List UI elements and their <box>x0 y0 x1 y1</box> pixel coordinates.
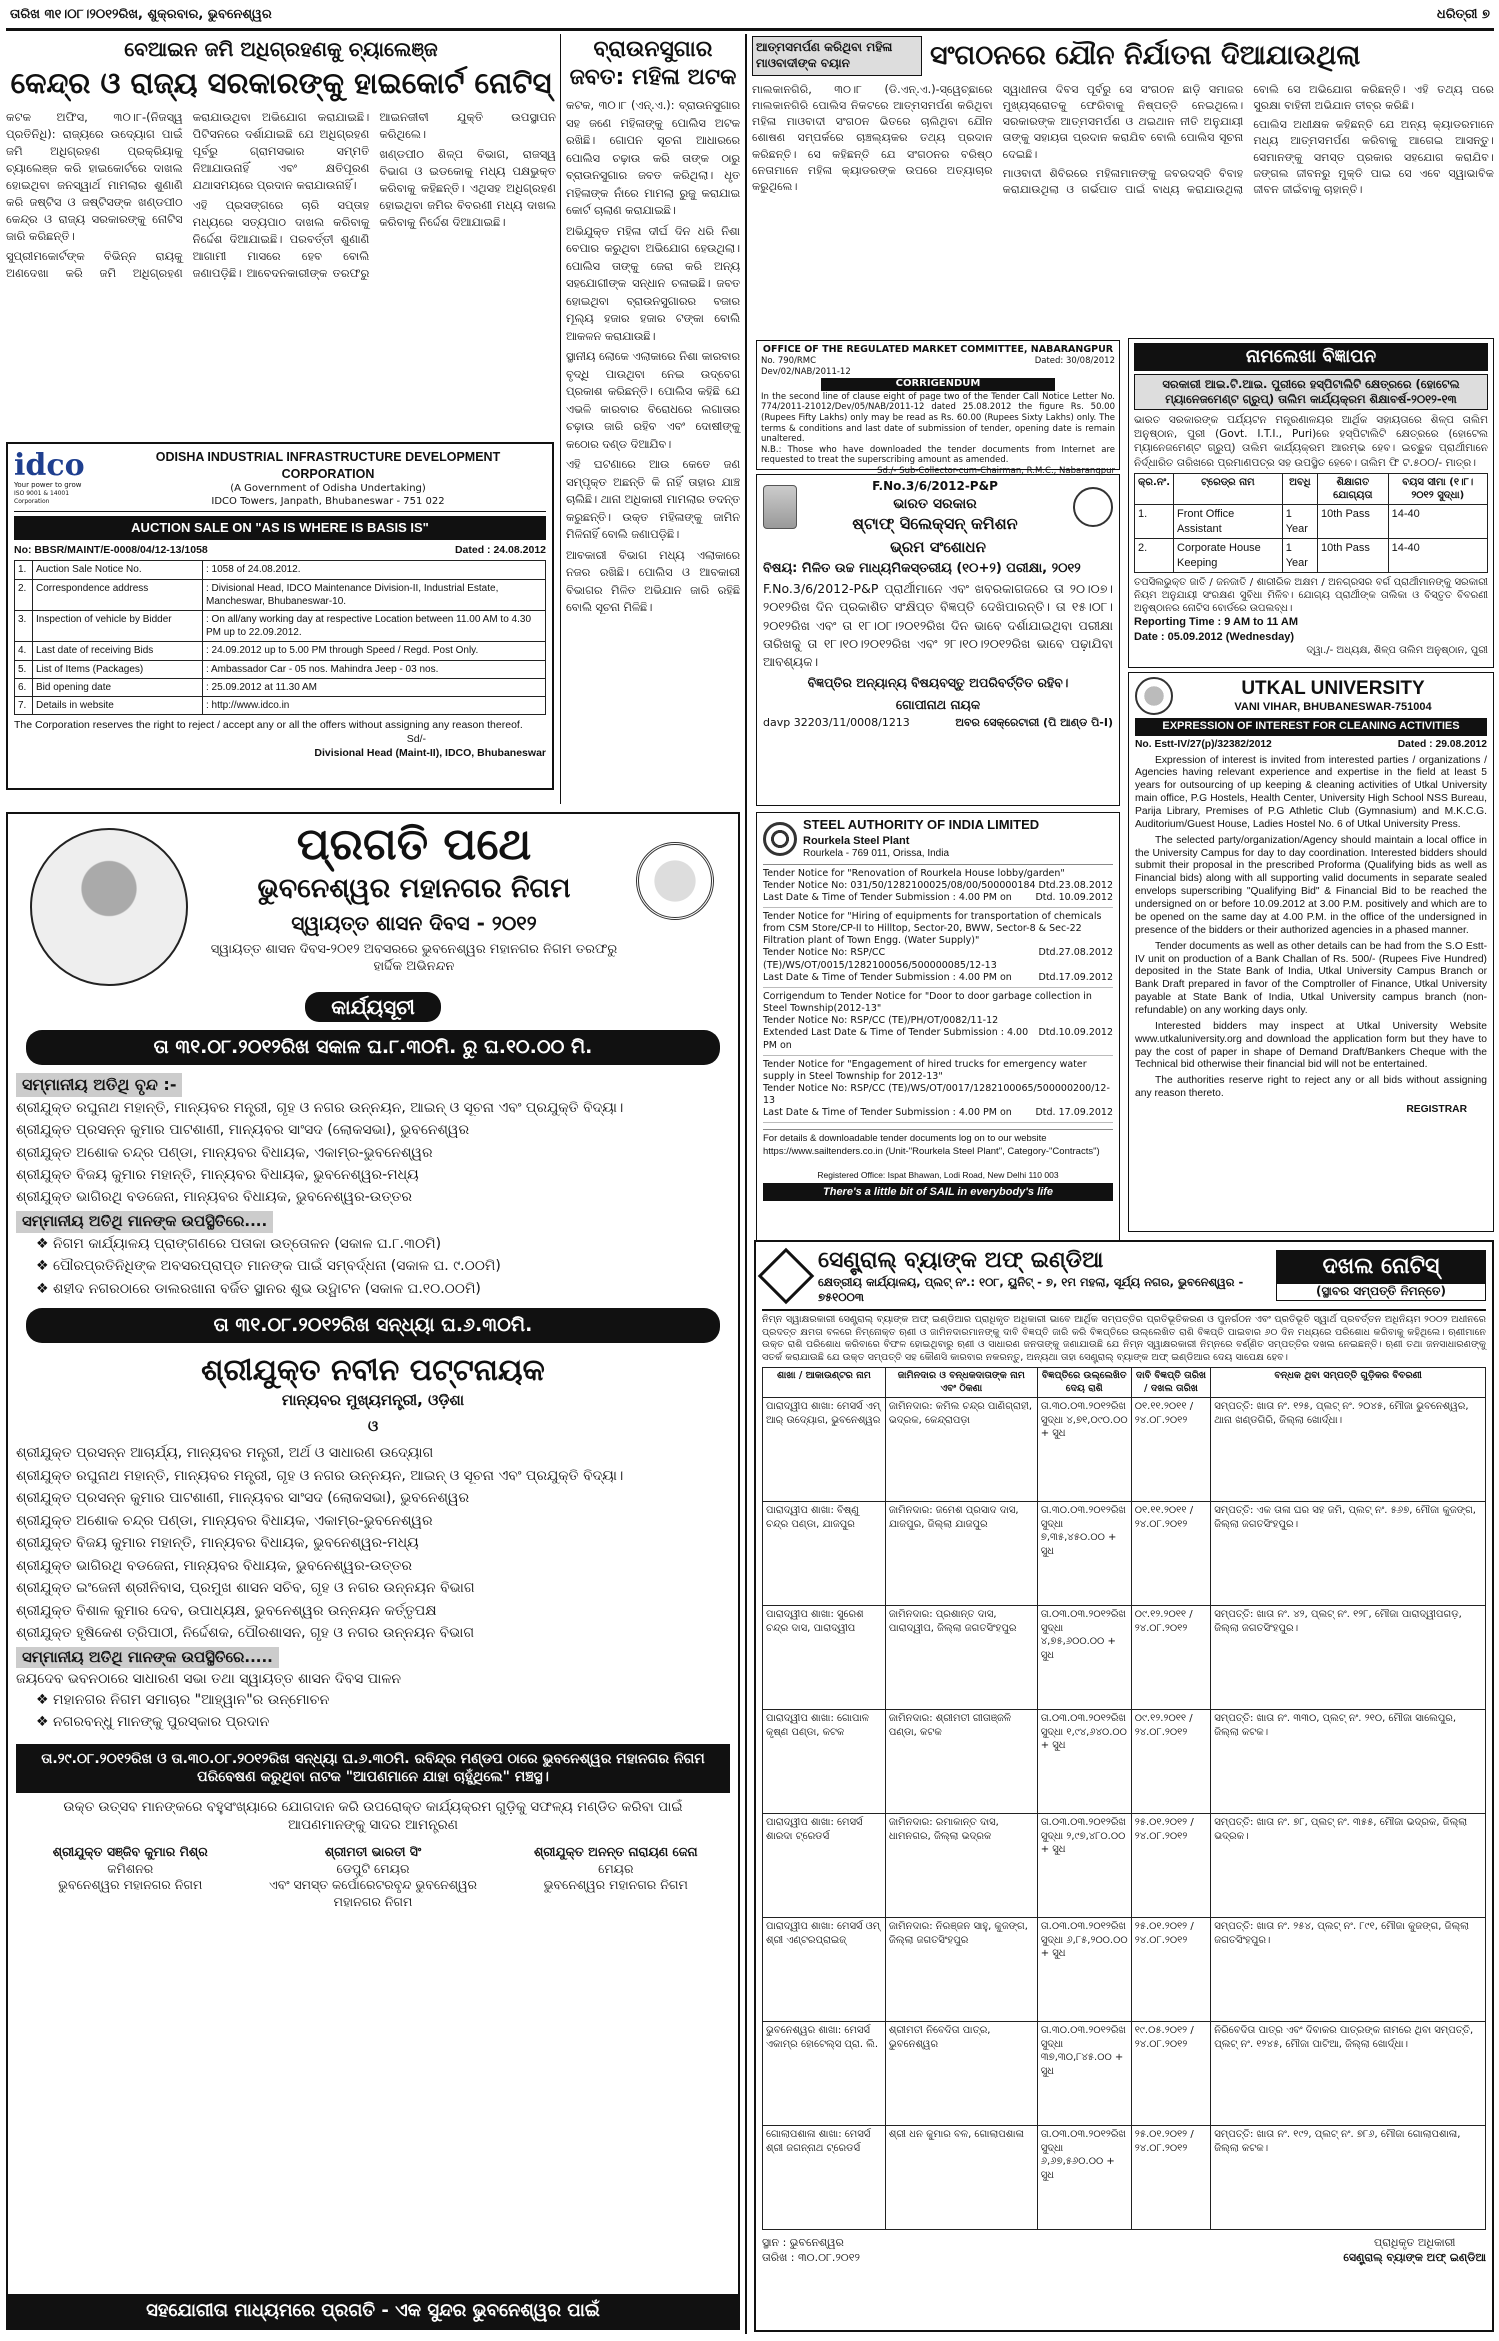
table-cell: 10th Pass <box>1318 539 1389 573</box>
table-cell: 6. <box>15 678 33 696</box>
table-header: ବିଜ୍ଞପ୍ତିରେ ଉଲ୍ଲେଖିତ ଦେୟ ରାଶି <box>1037 1368 1131 1398</box>
tender-number: Tender Notice No: RSP/CC (TE)/WS/OT/0015/1282100056/500000085/12-13 <box>763 947 997 971</box>
table-cell: ୦୯.୧୨.୨୦୧୧ / ୨୪.୦୮.୨୦୧୨ <box>1131 1710 1211 1814</box>
table-cell: : Ambassador Car - 05 nos. Mahindra Jeep - 03 nos. <box>203 660 546 678</box>
table-cell: : 25.09.2012 at 11.30 AM <box>203 678 546 696</box>
table-row <box>763 1398 1486 1502</box>
table-cell: : 24.09.2012 up to 5.00 PM through Speed / Regd. Post Only. <box>203 642 546 660</box>
rmc-corrigendum: OFFICE OF THE REGULATED MARKET COMMITTEE, NABARANGPUR No. 790/RMC Dated: 30/08/2012 Dev/02/NAB/2011-12 CORRIGENDUM In the second line of clause eight of page two of the Tender Call Notice Letter No. 774/2011-21012/Dev/05/NAB/2011-12 dated 25.08.2012 the figure Rs. 50.00 (Rupees Fifty Lakhs) only may be read as Rs. 60.00 (Rupees Sixty Lakhs) only. The terms & conditions and last date of submission of tender, opening date is remain unaltered. N.B.: Those who have downloaded the tender documents from Internet are requested to treat the superscribing amount as amended. Sd./- Sub-Collector-cum-Chairman, R.M.C., Nabarangpur <box>756 340 1120 470</box>
table-cell: ପାରାଦ୍ୱୀପ ଶାଖା: ମେସର୍ସ ଶାରଦା ଟ୍ରେଡର୍ସ <box>763 1814 886 1918</box>
table-cell: 1 Year <box>1282 505 1317 539</box>
tender-title: Tender Notice for "Engagement of hired trucks for emergency water supply in Steel Township for 2012-13" <box>763 1058 1087 1082</box>
guest-line: ଶ୍ରୀଯୁକ୍ତ ବିଜୟ କୁମାର ମହାନ୍ତି, ମାନ୍ୟବର ବିଧାୟକ, ଭୁବନେଶ୍ୱର-ମଧ୍ୟ <box>16 1535 419 1552</box>
table-row <box>15 642 546 660</box>
program-item: ❖ ପୌରପ୍ରତିନିଧିଙ୍କ ଅବସରପ୍ରାପ୍ତ ମାନଙ୍କ ପାଇଁ ସମ୍ବର୍ଦ୍ଧନା (ସକାଳ ଘ. ୯.୦୦ମି) <box>36 1255 730 1277</box>
cbi-table <box>762 1367 1486 2230</box>
program-item: ❖ ମହାନଗର ନିଗମ ସମାଚାର "ଆହ୍ୱାନ"ର ଉନ୍ମୋଚନ <box>36 1689 730 1711</box>
table-cell: ଭୁବନେଶ୍ୱର ଶାଖା: ମେସର୍ସ ଏକାମ୍ର ହୋଟେଲ୍ସ ପ୍ରା. ଲି. <box>763 2022 886 2126</box>
ssc-corrigendum: F.No.3/6/2012-P&P ଭାରତ ସରକାର ଷ୍ଟାଫ୍ ସିଲେକ୍ସନ୍ କମିଶନ ଭ୍ରମ ସଂଶୋଧନ ବିଷୟ: ମିଳିତ ଉଚ୍ଚ ମାଧ୍ୟମିକସ୍ତରୀୟ (୧୦+୨) ପରୀକ୍ଷା, ୨୦୧୨ F.No.3/6/2012-P&P ପ୍ରାର୍ଥୀମାନେ ଏବଂ ଖବରକାଗଜରେ ତା ୨୦।୦୭।୨୦୧୨ରିଖ ଦିନ ପ୍ରକାଶିତ ସଂକ୍ଷିପ୍ତ ବିଜ୍ଞପ୍ତି ଦେଖିପାରନ୍ତି। ତା ୧୫।୦୮।୨୦୧୨ରିଖ ଏବଂ ତା ୧୮।୦୮।୨୦୧୨ରିଖ ଦିନ ଭାବେ ଦର୍ଶାଯାଇଥିବା ପରୀକ୍ଷା ତାରିଖକୁ ତା ୧୮।୧୦।୨୦୧୨ରିଖ ଏବଂ ୨୮।୧୦।୨୦୧୨ରିଖ ଭାବେ ପଢ଼ାଯିବା ଆବଶ୍ୟକ। ବିଜ୍ଞପ୍ତିର ଅନ୍ୟାନ୍ୟ ବିଷୟବସ୍ତୁ ଅପରିବର୍ତ୍ତିତ ରହିବ। ଗୋପୀନାଥ ନାୟକ davp 32203/11/0008/1213 ଅବର ସେକ୍ରେଟାରୀ (ପି ଆଣ୍ଡ ପି-I) <box>756 474 1120 806</box>
table-cell: 2. <box>15 579 33 610</box>
story-paragraph: କଟକ ଅଫିସ, ୩୦।୮-(ନିଜସ୍ୱ ପ୍ରତିନିଧି): ରାଜ୍ୟରେ ଉଦ୍ୟୋଗ ପାଇଁ ଜମି ଅଧିଗ୍ରହଣ ପ୍ରକ୍ରିୟାକୁ ଚ୍ୟାଲେଞ୍ଜ କରି ହାଇକୋର୍ଟରେ ଦାଖଲ ହୋଇଥିବା ଜନସ୍ୱାର୍ଥ ମାମଲାର ଶୁଣାଣି କରି ଜଷ୍ଟିସ ଓ ଜଷ୍ଟିସଙ୍କ ଖଣ୍ଡପୀଠ କେନ୍ଦ୍ର ଓ ରାଜ୍ୟ ସରକାରଙ୍କୁ ନୋଟିସ ଜାରି କରିଛନ୍ତି। <box>6 110 183 244</box>
table-header: ଟ୍ରେଡ୍‌ର ନାମ <box>1174 473 1283 504</box>
idco-title: AUCTION SALE ON "AS IS WHERE IS BASIS IS" <box>14 516 546 539</box>
table-cell: ୧୯.୦୫.୨୦୧୨ / ୨୪.୦୮.୨୦୧୨ <box>1131 2022 1211 2126</box>
tender-date: Dtd.27.08.2012 <box>1038 947 1113 959</box>
table-cell: ତା.୦୩.୦୩.୨୦୧୨ରିଖ ସୁଦ୍ଧା ୪,୭୫,୬୦୦.୦୦ + ସୁଧ <box>1037 1606 1131 1710</box>
table-cell: Auction Sale Notice No. <box>33 561 203 579</box>
story-paragraph: ସୁପ୍ରୀମକୋର୍ଟଙ୍କ ବିଭିନ୍ନ ରାୟକୁ ଅଣଦେଖା କରି ଜମି ଅଧିଗ୍ରହଣ କରାଯାଉଥିବା ଅଭିଯୋଗ କରାଯାଇଛି। ପିଟିସନରେ ଦର୍ଶାଯାଇଛି ଯେ ଅଧିଗ୍ରହଣ ପୂର୍ବରୁ ଗ୍ରାମସଭାର ସମ୍ମତି ନିଆଯାଉନାହିଁ ଏବଂ କ୍ଷତିପୂରଣ ଯଥାସମୟରେ ପ୍ରଦାନ କରାଯାଉନାହିଁ। <box>6 110 370 281</box>
program-item: ❖ ନିଗମ କାର୍ଯ୍ୟାଳୟ ପ୍ରାଙ୍ଗଣରେ ପତାକା ଉତ୍ତୋଳନ (ସକାଳ ଘ.୮.୩୦ମି) <box>36 1233 730 1255</box>
story-paragraph: ଅଭିଯୁକ୍ତ ମହିଳା ଦୀର୍ଘ ଦିନ ଧରି ନିଶା ବେପାର କରୁଥିବା ଅଭିଯୋଗ ହେଉଥିଲା। ପୋଲିସ ତାଙ୍କୁ ଜେରା କରି ଅନ୍ୟ ସହଯୋଗୀଙ୍କ ସନ୍ଧାନ ଚଳାଇଛି। ଜବତ ହୋଇଥିବା ବ୍ରାଉନସୁଗାରର ବଜାର ମୂଲ୍ୟ ହଜାର ହଜାର ଟଙ୍କା ବୋଲି ଆକଳନ କରାଯାଉଛି। <box>566 224 740 343</box>
table-cell: ସମ୍ପତ୍ତି: ଖାତା ନଂ. ୧୨୫, ପ୍ଲଟ୍ ନଂ. ୨୦୪୫, ମୌଜା ଭୁବନେଶ୍ୱର, ଥାନା ଖଣ୍ଡଗିରି, ଜିଲ୍ଲା ଖୋର୍ଦ୍ଧା। <box>1211 1398 1486 1502</box>
ssc-logo <box>1073 487 1113 527</box>
table-cell: ପାରାଦ୍ୱୀପ ଶାଖା: ମେସର୍ସ ଏମ୍ ଆର୍ ଉଦ୍ୟୋଗ, ଭୁବନେଶ୍ୱର <box>763 1398 886 1502</box>
emblem-icon <box>763 485 797 529</box>
guest-line: ଶ୍ରୀଯୁକ୍ତ ଇଂଜେନୀ ଶ୍ରୀନିବାସ, ପ୍ରମୁଖ ଶାସନ ସଚିବ, ଗୃହ ଓ ନଗର ଉନ୍ନୟନ ବିଭାଗ <box>16 1580 475 1597</box>
table-cell: : 1058 of 24.08.2012. <box>203 561 546 579</box>
cbi-possession-notice: ସେଣ୍ଟ୍ରାଲ୍ ବ୍ୟାଙ୍କ ଅଫ୍ ଇଣ୍ଡିଆ କ୍ଷେତ୍ରୀୟ କାର୍ଯ୍ୟାଳୟ, ପ୍ଲଟ୍ ନଂ.: ୧୦୮, ୟୁନିଟ୍ - ୭, ୧ମ ମହଲା, ସୂର୍ଯ୍ୟ ନଗର, ଭୁବନେଶ୍ୱର - ୭୫୧୦୦୩ ଦଖଲ ନୋଟିସ୍ (ସ୍ଥାବର ସମ୍ପତ୍ତି ନିମନ୍ତେ) ନିମ୍ନ ସ୍ୱାକ୍ଷରକାରୀ ସେଣ୍ଟ୍ରାଲ୍ ବ୍ୟାଙ୍କ ଅଫ୍ ଇଣ୍ଡିଆର ପ୍ରାଧିକୃତ ଅଧିକାରୀ ଭାବେ ଆର୍ଥିକ ସମ୍ପତ୍ତିର ପ୍ରତିଭୂତିକରଣ ଓ ପୁନର୍ଗଠନ ଏବଂ ପ୍ରତିଭୂତି ସ୍ୱାର୍ଥ ପ୍ରବର୍ତ୍ତନ ଅଧିନିୟମ ୨୦୦୨ ଅଧୀନରେ ପ୍ରଦତ୍ତ କ୍ଷମତା ବଳରେ ନିମ୍ନୋକ୍ତ ଋଣୀ ଓ ଜାମିନଦାରମାନଙ୍କୁ ଦାବି ବିଜ୍ଞପ୍ତି ଜାରି କରି ବିଜ୍ଞପ୍ତିରେ ଉଲ୍ଲେଖିତ ରାଶି ବିଜ୍ଞପ୍ତି ପାଇବାର ୬୦ ଦିନ ମଧ୍ୟରେ ପରିଶୋଧ କରିବାକୁ କହିଥିଲେ। ଋଣୀମାନେ ଉକ୍ତ ରାଶି ପରିଶୋଧ କରିବାରେ ବିଫଳ ହୋଇଥିବାରୁ ଋଣୀ ଓ ସାଧାରଣ ଜନତାଙ୍କୁ ଜଣାଯାଉଛି ଯେ ନିମ୍ନ ସ୍ୱାକ୍ଷରକାରୀ ନିମ୍ନରେ ବର୍ଣ୍ଣିତ ସମ୍ପତ୍ତିର ଦଖଲ ନେଇଛନ୍ତି। ଋଣୀ ତଥା ଜନସାଧାରଣଙ୍କୁ ସତର୍କ କରାଯାଉଛି ଯେ ଉକ୍ତ ସମ୍ପତ୍ତି ସହ କୌଣସି କାରବାର ନକରନ୍ତୁ, ଅନ୍ୟଥା ତାହା ସେଣ୍ଟ୍ରାଲ୍ ବ୍ୟାଙ୍କ ଅଫ୍ ଇଣ୍ଡିଆର ଦେୟ ସାପେକ୍ଷ ହେବ। ଶାଖା / ଆକାଉଣ୍ଟର ନାମ ଜାମିନଦାର ଓ ବନ୍ଧକଦାତାଙ୍କ ନାମ ଏବଂ ଠିକଣା ବିଜ୍ଞପ୍ତିରେ ଉଲ୍ଲେଖିତ ଦେୟ ରାଶି ଦାବି ବିଜ୍ଞପ୍ତି ତାରିଖ / ଦଖଲ ତାରିଖ ବନ୍ଧକ ଥିବା ସମ୍ପତ୍ତି ଗୁଡ଼ିକର ବିବରଣୀ ପାରାଦ୍ୱୀପ ଶାଖା: ମେସର୍ସ ଏମ୍ ଆର୍ ଉଦ୍ୟୋଗ, ଭୁବନେଶ୍ୱର ଜାମିନଦାର: କମିଲ ଚନ୍ଦ୍ର ପାଣିଗ୍ରାହୀ, ଭଦ୍ରକ, କେନ୍ଦ୍ରାପଡ଼ା ତା.୩୦.୦୩.୨୦୧୨ରିଖ ସୁଦ୍ଧା ୪,୭୧,୦୯୦.୦୦ + ସୁଧ ୦୧.୧୧.୨୦୧୧ / ୨୪.୦୮.୨୦୧୨ ସମ୍ପତ୍ତି: ଖାତା ନଂ. ୧୨୫, ପ୍ଲଟ୍ ନଂ. ୨୦୪୫, ମୌଜା ଭୁବନେଶ୍ୱର, ଥାନା ଖଣ୍ଡଗିରି, ଜିଲ୍ଲା ଖୋର୍ଦ୍ଧା। ପାରାଦ୍ୱୀପ ଶାଖା: ବିଷ୍ଣୁ ଚନ୍ଦ୍ର ପଣ୍ଡା, ଯାଜପୁର ଜାମିନଦାର: ଜମେଶ ପ୍ରସାଦ ଦାସ, ଯାଜପୁର, ଜିଲ୍ଲା ଯାଜପୁର ତା.୩୦.୦୩.୨୦୧୨ରିଖ ସୁଦ୍ଧା ୭,୩୫,୪୫୦.୦୦ + ସୁଧ ୦୧.୧୧.୨୦୧୧ / ୨୪.୦୮.୨୦୧୨ ସମ୍ପତ୍ତି: ଏକ ତାଳା ଘର ସହ ଜମି, ପ୍ଲଟ୍ ନଂ. ୫୬୭, ମୌଜା କୁଜଙ୍ଗ, ଜିଲ୍ଲା ଜଗତସିଂହପୁର। ପାରାଦ୍ୱୀପ ଶାଖା: ସୁରେଶ ଚନ୍ଦ୍ର ଦାସ, ପାରାଦ୍ୱୀପ ଜାମିନଦାର: ପ୍ରଶାନ୍ତ ଦାସ, ପାରାଦ୍ୱୀପ, ଜିଲ୍ଲା ଜଗତସିଂହପୁର ତା.୦୩.୦୩.୨୦୧୨ରିଖ ସୁଦ୍ଧା ୪,୭୫,୬୦୦.୦୦ + ସୁଧ ୦୯.୧୨.୨୦୧୧ / ୨୪.୦୮.୨୦୧୨ ସମ୍ପତ୍ତି: ଖାତା ନଂ. ୪୨, ପ୍ଲଟ୍ ନଂ. ୧୨୮, ମୌଜା ପାରାଦ୍ୱୀପଗଡ଼, ଜିଲ୍ଲା ଜଗତସିଂହପୁର। ପାରାଦ୍ୱୀପ ଶାଖା: ଗୋପାଳ କୃଷ୍ଣ ପଣ୍ଡା, କଟକ ଜାମିନଦାର: ଶ୍ରୀମତୀ ଗୀତାଞ୍ଜଳି ପଣ୍ଡା, କଟକ ତା.୦୩.୦୩.୨୦୧୨ରିଖ ସୁଦ୍ଧା ୧,୯୪,୬୪୦.୦୦ + ସୁଧ ୦୯.୧୨.୨୦୧୧ / ୨୪.୦୮.୨୦୧୨ ସମ୍ପତ୍ତି: ଖାତା ନଂ. ୩୩୦, ପ୍ଲଟ୍ ନଂ. ୨୧୦, ମୌଜା ସାଲେପୁର, ଜିଲ୍ଲା କଟକ। ପାରାଦ୍ୱୀପ ଶାଖା: ମେସର୍ସ ଶାରଦା ଟ୍ରେଡର୍ସ ଜାମିନଦାର: ରମାକାନ୍ତ ଦାସ, ଧାମନଗର, ଜିଲ୍ଲା ଭଦ୍ରକ ତା.୦୩.୦୩.୨୦୧୨ରିଖ ସୁଦ୍ଧା ୨,୯୭,୪୮୦.୦୦ + ସୁଧ ୨୫.୦୧.୨୦୧୨ / ୨୪.୦୮.୨୦୧୨ ସମ୍ପତ୍ତି: ଖାତା ନଂ. ୭୮, ପ୍ଲଟ୍ ନଂ. ୩୫୫, ମୌଜା ଭଦ୍ରକ, ଜିଲ୍ଲା ଭଦ୍ରକ। ପାରାଦ୍ୱୀପ ଶାଖା: ମେସର୍ସ ଓମ୍ ଶ୍ରୀ ଏଣ୍ଟରପ୍ରାଇଜ୍ ଜାମିନଦାର: ନିରଞ୍ଜନ ସାହୁ, କୁଜଙ୍ଗ, ଜିଲ୍ଲା ଜଗତସିଂହପୁର ତା.୦୩.୦୩.୨୦୧୨ରିଖ ସୁଦ୍ଧା ୬,୮୫,୨୦୦.୦୦ + ସୁଧ ୨୫.୦୧.୨୦୧୨ / ୨୪.୦୮.୨୦୧୨ ସମ୍ପତ୍ତି: ଖାତା ନଂ. ୨୫୪, ପ୍ଲଟ୍ ନଂ. ୮୯୧, ମୌଜା କୁଜଙ୍ଗ, ଜିଲ୍ଲା ଜଗତସିଂହପୁର। ଭୁବନେଶ୍ୱର ଶାଖା: ମେସର୍ସ ଏକାମ୍ର ହୋଟେଲ୍ସ ପ୍ରା. ଲି. ଶ୍ରୀମତୀ ନିବେଦିତା ପାତ୍ର, ଭୁବନେଶ୍ୱର ତା.୩୦.୦୩.୨୦୧୨ରିଖ ସୁଦ୍ଧା ୩୭,୩୦,୮୪୫.୦୦ + ସୁଧ ୧୯.୦୫.୨୦୧୨ / ୨୪.୦୮.୨୦୧୨ ନିରିବେଦିତା ପାତ୍ର ଏବଂ ଦିବାକର ପାତ୍ରଙ୍କ ନାମରେ ଥିବା ସମ୍ପତ୍ତି, ପ୍ଲଟ୍ ନଂ. ୧୨୪୫, ମୌଜା ପାଟିଆ, ଜିଲ୍ଲା ଖୋର୍ଦ୍ଧା। ଗୋଲାପଶାଳା ଶାଖା: ମେସର୍ସ ଶ୍ରୀ ଜଗନ୍ନାଥ ଟ୍ରେଡର୍ସ ଶ୍ରୀ ଧନ କୁମାର ବଳ, ଗୋଲାପଶାଳା ତା.୦୩.୦୩.୨୦୧୨ରିଖ ସୁଦ୍ଧା ୬,୬୭,୫୬୦.୦୦ + ସୁଧ ୨୫.୦୧.୨୦୧୨ / ୨୪.୦୮.୨୦୧୨ ସମ୍ପତ୍ତି: ଖାତା ନଂ. ୧୯୨, ପ୍ଲଟ୍ ନଂ. ୭୮୬, ମୌଜା ଗୋଲାପଶାଳା, ଜିଲ୍ଲା କଟକ। ସ୍ଥାନ : ଭୁବନେଶ୍ୱର ତାରିଖ : ୩୦.୦୮.୨୦୧୨ ପ୍ରାଧିକୃତ ଅଧିକାରୀ ସେଣ୍ଟ୍ରାଲ୍ ବ୍ୟାଙ୍କ ଅଫ୍ ଇଣ୍ଡିଆ <box>754 1240 1494 2332</box>
guest-line: ଶ୍ରୀଯୁକ୍ତ ଅଶୋକ ଚନ୍ଦ୍ର ପଣ୍ଡା, ମାନ୍ୟବର ବିଧାୟକ, ଏକାମ୍ର-ଭୁବନେଶ୍ୱର <box>16 1512 433 1529</box>
story-kicker: ଆତ୍ମସମର୍ପଣ କରିଥିବା ମହିଳା ମାଓବାଦୀଙ୍କ ବୟାନ <box>752 36 922 76</box>
table-cell: ସମ୍ପତ୍ତି: ଖାତା ନଂ. ୧୯୨, ପ୍ଲଟ୍ ନଂ. ୭୮୬, ମୌଜା ଗୋଲାପଶାଳା, ଜିଲ୍ଲା କଟକ। <box>1211 2126 1486 2230</box>
tender-number: Tender Notice No: RSP/CC (TE)/WS/OT/0017/1282100065/500000200/12-13 <box>763 1083 1110 1107</box>
table-cell: 14-40 <box>1388 505 1487 539</box>
signatory: ଶ୍ରୀଯୁକ୍ତ ଅନନ୍ତ ନାରାୟଣ ଜେନା ମେୟର ଭୁବନେଶ୍ୱର ମହାନଗର ନିଗମ <box>534 1844 698 1893</box>
guest-line: ଶ୍ରୀଯୁକ୍ତ ଭାଗିରଥି ବଡଜେନା, ମାନ୍ୟବର ବିଧାୟକ, ଭୁବନେଶ୍ୱର-ଉତ୍ତର <box>16 1557 413 1574</box>
story-paragraph: କଟକ, ୩୦।୮ (ଏନ୍.ଏ.): ବ୍ରାଉନସୁଗାର ସହ ଜଣେ ମହିଳାଙ୍କୁ ପୋଲିସ ଅଟକ ରଖିଛି। ଗୋପନ ସୂଚନା ଆଧାରରେ ପୋଲିସ ଚଢ଼ାଉ କରି ତାଙ୍କ ଠାରୁ ବ୍ରାଉନସୁଗାର ଜବତ କରିଥିଲା। ଧୃତ ମହିଳାଙ୍କ ନାଁରେ ମାମଲା ରୁଜୁ କରାଯାଇ କୋର୍ଟ ଚାଲାଣ କରାଯାଇଛି। <box>566 99 740 217</box>
table-cell: Details in website <box>33 696 203 714</box>
table-row <box>763 1710 1486 1814</box>
table-cell: ନିରିବେଦିତା ପାତ୍ର ଏବଂ ଦିବାକର ପାତ୍ରଙ୍କ ନାମରେ ଥିବା ସମ୍ପତ୍ତି, ପ୍ଲଟ୍ ନଂ. ୧୨୪୫, ମୌଜା ପାଟିଆ, ଜିଲ୍ଲା ଖୋର୍ଦ୍ଧା। <box>1211 2022 1486 2126</box>
guest-line: ଶ୍ରୀଯୁକ୍ତ ରଘୁନାଥ ମହାନ୍ତି, ମାନ୍ୟବର ମନ୍ତ୍ରୀ, ଗୃହ ଓ ନଗର ଉନ୍ନୟନ, ଆଇନ୍ ଓ ସୂଚନା ଏବଂ ପ୍ରଯୁକ୍ତି ବିଦ୍ୟା। <box>16 1099 624 1116</box>
table-cell: ତା.୦୩.୦୩.୨୦୧୨ରିଖ ସୁଦ୍ଧା ୨,୯୭,୪୮୦.୦୦ + ସୁଧ <box>1037 1814 1131 1918</box>
table-cell: 5. <box>15 660 33 678</box>
table-cell: ତା.୦୩.୦୩.୨୦୧୨ରିଖ ସୁଦ୍ଧା ୧,୯୪,୬୪୦.୦୦ + ସୁଧ <box>1037 1710 1131 1814</box>
table-cell: ସମ୍ପତ୍ତି: ଖାତା ନଂ. ୭୮, ପ୍ଲଟ୍ ନଂ. ୩୫୫, ମୌଜା ଭଦ୍ରକ, ଜିଲ୍ଲା ଭଦ୍ରକ। <box>1211 1814 1486 1918</box>
story-headline: ସଂଗଠନରେ ଯୌନ ନିର୍ଯାତନା ଦିଆଯାଉଥିଲା <box>930 40 1361 72</box>
story-paragraph: ସ୍ୱାଧୀନତା ଦିବସ ପୂର୍ବରୁ ସେ ସଂଗଠନ ଛାଡ଼ି ସମାଜର ମୁଖ୍ୟସ୍ରୋତକୁ ଫେରିବାକୁ ନିଷ୍ପତ୍ତି ନେଇଥିଲେ। ସରକାରଙ୍କ ଆତ୍ମସମର୍ପଣ ଓ ଥଇଥାନ ନୀତି ଅନୁଯାୟୀ ତାଙ୍କୁ ସହାୟତା ପ୍ରଦାନ କରାଯିବ ବୋଲି ପୋଲିସ ସୂଚନା ଦେଇଛି। <box>1002 82 1244 161</box>
table-header: ଦାବି ବିଜ୍ଞପ୍ତି ତାରିଖ / ଦଖଲ ତାରିଖ <box>1131 1368 1211 1398</box>
table-cell: ସମ୍ପତ୍ତି: ଖାତା ନଂ. ୩୩୦, ପ୍ଲଟ୍ ନଂ. ୨୧୦, ମୌଜା ସାଲେପୁର, ଜିଲ୍ଲା କଟକ। <box>1211 1710 1486 1814</box>
story-paragraph: ମାଲକାନଗିରି, ୩୦।୮ (ଡି.ଏନ୍.ଏ.)-ସ୍ୱେଚ୍ଛାରେ ମାଲକାନଗିରି ପୋଲିସ ନିକଟରେ ଆତ୍ମସମର୍ପଣ କରିଥିବା ମହିଳା ମାଓବାଦୀ ସଂଗଠନ ଭିତରେ ଚାଲିଥିବା ଯୌନ ଶୋଷଣ ସମ୍ପର୍କରେ ଚାଞ୍ଚଲ୍ୟକର ତଥ୍ୟ ପ୍ରଦାନ କରିଛନ୍ତି। ସେ କହିଛନ୍ତି ଯେ ସଂଗଠନର ବରିଷ୍ଠ ନେତାମାନେ ମହିଳା କ୍ୟାଡରଙ୍କ ଉପରେ ଅତ୍ୟାଚାର କରୁଥିଲେ। <box>752 82 993 194</box>
table-row <box>15 678 546 696</box>
table-cell: Correspondence address <box>33 579 203 610</box>
table-row <box>763 1606 1486 1710</box>
tender-deadline: Dtd.10.09.2012 <box>1038 1027 1113 1039</box>
cbi-logo-icon <box>758 1247 815 1304</box>
bmc-pragati-ad: ପ୍ରଗତି ପଥେ ଭୁବନେଶ୍ୱର ମହାନଗର ନିଗମ ସ୍ୱାୟତ୍ତ ଶାସନ ଦିବସ - ୨୦୧୨ ସ୍ୱାୟତ୍ତ ଶାସନ ଦିବସ-୨୦୧୨ ଅବସରରେ ଭୁବନେଶ୍ୱର ମହାନଗର ନିଗମ ତରଫରୁ ହାର୍ଦ୍ଦିକ ଅଭିନନ୍ଦନ କାର୍ଯ୍ୟସୂଚୀ ତା ୩୧.୦୮.୨୦୧୨ରିଖ ସକାଳ ଘ.୮.୩୦ମି. ରୁ ଘ.୧୦.୦୦ ମି. ସମ୍ମାନୀୟ ଅତିଥି ବୃନ୍ଦ :- ଶ୍ରୀଯୁକ୍ତ ରଘୁନାଥ ମହାନ୍ତି, ମାନ୍ୟବର ମନ୍ତ୍ରୀ, ଗୃହ ଓ ନଗର ଉନ୍ନୟନ, ଆଇନ୍ ଓ ସୂଚନା ଏବଂ ପ୍ରଯୁକ୍ତି ବିଦ୍ୟା। ଶ୍ରୀଯୁକ୍ତ ପ୍ରସନ୍ନ କୁମାର ପାଟଶାଣୀ, ମାନ୍ୟବର ସାଂସଦ (ଲୋକସଭା), ଭୁବନେଶ୍ୱର ଶ୍ରୀଯୁକ୍ତ ଅଶୋକ ଚନ୍ଦ୍ର ପଣ୍ଡା, ମାନ୍ୟବର ବିଧାୟକ, ଏକାମ୍ର-ଭୁବନେଶ୍ୱର ଶ୍ରୀଯୁକ୍ତ ବିଜୟ କୁମାର ମହାନ୍ତି, ମାନ୍ୟବର ବିଧାୟକ, ଭୁବନେଶ୍ୱର-ମଧ୍ୟ ଶ୍ରୀଯୁକ୍ତ ଭାଗିରଥି ବଡଜେନା, ମାନ୍ୟବର ବିଧାୟକ, ଭୁବନେଶ୍ୱର-ଉତ୍ତର ସମ୍ମାନୀୟ ଅତିଥି ମାନଙ୍କ ଉପସ୍ଥିତିରେ.... ❖ ନିଗମ କାର୍ଯ୍ୟାଳୟ ପ୍ରାଙ୍ଗଣରେ ପତାକା ଉତ୍ତୋଳନ (ସକାଳ ଘ.୮.୩୦ମି) ❖ ପୌରପ୍ରତିନିଧିଙ୍କ ଅବସରପ୍ରାପ୍ତ ମାନଙ୍କ ପାଇଁ ସମ୍ବର୍ଦ୍ଧନା (ସକାଳ ଘ. ୯.୦୦ମି) ❖ ଶହୀଦ ନଗରଠାରେ ଡାଲରଖାନା ବର୍ଜିତ ସ୍ଥାନର ଶୁଭ ଉଦ୍ଘାଟନ (ସକାଳ ଘ.୧୦.୦୦ମି) ତା ୩୧.୦୮.୨୦୧୨ରିଖ ସନ୍ଧ୍ୟା ଘ.୬.୩୦ମି. ଶ୍ରୀଯୁକ୍ତ ନବୀନ ପଟ୍ଟନାୟକ ମାନ୍ୟବର ମୁଖ୍ୟମନ୍ତ୍ରୀ, ଓଡ଼ିଶା ଓ ଶ୍ରୀଯୁକ୍ତ ପ୍ରସନ୍ନ ଆଚାର୍ଯ୍ୟ, ମାନ୍ୟବର ମନ୍ତ୍ରୀ, ଅର୍ଥ ଓ ସାଧାରଣ ଉଦ୍ୟୋଗ ଶ୍ରୀଯୁକ୍ତ ରଘୁନାଥ ମହାନ୍ତି, ମାନ୍ୟବର ମନ୍ତ୍ରୀ, ଗୃହ ଓ ନଗର ଉନ୍ନୟନ, ଆଇନ୍ ଓ ସୂଚନା ଏବଂ ପ୍ରଯୁକ୍ତି ବିଦ୍ୟା। ଶ୍ରୀଯୁକ୍ତ ପ୍ରସନ୍ନ କୁମାର ପାଟଶାଣୀ, ମାନ୍ୟବର ସାଂସଦ (ଲୋକସଭା), ଭୁବନେଶ୍ୱର ଶ୍ରୀଯୁକ୍ତ ଅଶୋକ ଚନ୍ଦ୍ର ପଣ୍ଡା, ମାନ୍ୟବର ବିଧାୟକ, ଏକାମ୍ର-ଭୁବନେଶ୍ୱର ଶ୍ରୀଯୁକ୍ତ ବିଜୟ କୁମାର ମହାନ୍ତି, ମାନ୍ୟବର ବିଧାୟକ, ଭୁବନେଶ୍ୱର-ମଧ୍ୟ ଶ୍ରୀଯୁକ୍ତ ଭାଗିରଥି ବଡଜେନା, ମାନ୍ୟବର ବିଧାୟକ, ଭୁବନେଶ୍ୱର-ଉତ୍ତର ଶ୍ରୀଯୁକ୍ତ ଇଂଜେନୀ ଶ୍ରୀନିବାସ, ପ୍ରମୁଖ ଶାସନ ସଚିବ, ଗୃହ ଓ ନଗର ଉନ୍ନୟନ ବିଭାଗ ଶ୍ରୀଯୁକ୍ତ ବିଶାଳ କୁମାର ଦେବ, ଉପାଧ୍ୟକ୍ଷ, ଭୁବନେଶ୍ୱର ଉନ୍ନୟନ କର୍ତ୍ତୃପକ୍ଷ ଶ୍ରୀଯୁକ୍ତ ହୃଷିକେଶ ତ୍ରିପାଠୀ, ନିର୍ଦ୍ଦେଶକ, ପୌରଶାସନ, ଗୃହ ଓ ନଗର ଉନ୍ନୟନ ବିଭାଗ ସମ୍ମାନୀୟ ଅତିଥି ମାନଙ୍କ ଉପସ୍ଥିତିରେ..... ଜୟଦେବ ଭବନଠାରେ ସାଧାରଣ ସଭା ତଥା ସ୍ୱାୟତ୍ତ ଶାସନ ଦିବସ ପାଳନ ❖ ମହାନଗର ନିଗମ ସମାଚାର "ଆହ୍ୱାନ"ର ଉନ୍ମୋଚନ ❖ ନଗରବନ୍ଧୁ ମାନଙ୍କୁ ପୁରସ୍କାର ପ୍ରଦାନ ତା.୨୯.୦୮.୨୦୧୨ରିଖ ଓ ତା.୩୦.୦୮.୨୦୧୨ରିଖ ସନ୍ଧ୍ୟା ଘ.୬.୩୦ମି. ରବିନ୍ଦ୍ର ମଣ୍ଡପ ଠାରେ ଭୁବନେଶ୍ୱର ମହାନଗର ନିଗମ ପରିବେଷଣ କରୁଥିବା ନାଟକ "ଆପଣମାନେ ଯାହା ଚାହୁଁଥିଲେ" ମଞ୍ଚସ୍ଥ। ଉକ୍ତ ଉତ୍ସବ ମାନଙ୍କରେ ବହୁସଂଖ୍ୟାରେ ଯୋଗଦାନ କରି ଉପରୋକ୍ତ କାର୍ଯ୍ୟକ୍ରମ ଗୁଡ଼ିକୁ ସଫଳ୍ୟ ମଣ୍ଡିତ କରିବା ପାଇଁ ଆପଣମାନଙ୍କୁ ସାଦର ଆମନ୍ତ୍ରଣ ଶ୍ରୀଯୁକ୍ତ ସଞ୍ଜିବ କୁମାର ମିଶ୍ର କମିଶନର ଭୁବନେଶ୍ୱର ମହାନଗର ନିଗମ ଶ୍ରୀମତୀ ଭାରତୀ ସିଂ ଡେପୁଟି ମେୟର ଏବଂ ସମସ୍ତ କର୍ପୋରେଟରବୃନ୍ଦ ଭୁବନେଶ୍ୱର ମହାନଗର ନିଗମ ଶ୍ରୀଯୁକ୍ତ ଅନନ୍ତ ନାରାୟଣ ଜେନା ମେୟର ଭୁବନେଶ୍ୱର ମହାନଗର ନିଗମ ସହଯୋଗୀତା ମାଧ୍ୟମରେ ପ୍ରଗତି - ଏକ ସୁନ୍ଦର ଭୁବନେଶ୍ୱର ପାଇଁ <box>6 812 740 2330</box>
utkal-eoi-ad: UTKAL UNIVERSITY VANI VIHAR, BHUBANESWAR-751004 EXPRESSION OF INTEREST FOR CLEANING ACTIVITIES No. Estt-IV/27(p)/32382/2012 Dated : 29.08.2012 Expression of interest is invited from interested parties / organizations / Agencies having relevant experience and expertise in the field at least 5 years for outsourcing of up keeping & cleaning activities of Utkal University main office, P.G Hostels, Health Center, University High School NSS Bureau, Parija Library, Premises of P.G Athletic Club (Gymnasium) and M.K.C.G. Auditorium/Guest House, Ladies Hostel No. 6 of Utkal University Press. The selected party/organization/Agency should maintain a local office in the University Campus for day to day coordination. Interested bidders should submit their proposal in the prescribed Proforma (Qualifying bids as well as Financial bids) along with all supporting valid documents in separate sealed envelops superscribing "Qualifying Bid" & Financial Bid to be reached the undersigned on or before 10.09.2012 at 3.00 P.M. positively and which are to be opened on the same day at 4.00 P.M. in the office of the undersigned in presence of the bidders or their authorized agencies in a phased manner. Tender documents as well as other details can be had from the S.O Estt-IV unit on production of a Bank Challan of Rs. 500/- (Rupees Five Hundred) deposited in the State Bank of India, Utkal University Campus Branch or Bank Draft prepared in favor of the Comptroller of Finance, Utkal University payable at State Bank of India, Utkal University campus branch (non-refundable) on any working days only. Interested bidders may inspect at Utkal University Website www.utkaluniversity.org and download the application form but they have to pay the cost of paper in shape of Demand Draft/Bankers Cheque with the Technical bid otherwise their financial bid will not be entertained. The authorities reserve right to reject any or all bids without assigning any reason thereto. REGISTRAR <box>1128 672 1494 1232</box>
table-header: ଶିକ୍ଷାଗତ ଯୋଗ୍ୟତା <box>1318 473 1389 504</box>
table-cell: ୦୧.୧୧.୨୦୧୧ / ୨୪.୦୮.୨୦୧୨ <box>1131 1502 1211 1606</box>
table-cell: ଜାମିନଦାର: ଜମେଶ ପ୍ରସାଦ ଦାସ, ଯାଜପୁର, ଜିଲ୍ଲା ଯାଜପୁର <box>885 1502 1037 1606</box>
table-cell: Bid opening date <box>33 678 203 696</box>
column-rule <box>745 34 747 2334</box>
table-cell: ତା.୩୦.୦୩.୨୦୧୨ରିଖ ସୁଦ୍ଧା ୭,୩୫,୪୫୦.୦୦ + ସୁଧ <box>1037 1502 1131 1606</box>
table-row <box>15 610 546 641</box>
table-cell: ସମ୍ପତ୍ତି: ଖାତା ନଂ. ୪୨, ପ୍ଲଟ୍ ନଂ. ୧୨୮, ମୌଜା ପାରାଦ୍ୱୀପଗଡ଼, ଜିଲ୍ଲା ଜଗତସିଂହପୁର। <box>1211 1606 1486 1710</box>
table-cell: ଗୋଲାପଶାଳା ଶାଖା: ମେସର୍ସ ଶ୍ରୀ ଜଗନ୍ନାଥ ଟ୍ରେଡର୍ସ <box>763 2126 886 2230</box>
story-highcourt <box>6 36 556 436</box>
guest-line: ଶ୍ରୀଯୁକ୍ତ ଅଶୋକ ଚନ୍ଦ୍ର ପଣ୍ଡା, ମାନ୍ୟବର ବିଧାୟକ, ଏକାମ୍ର-ଭୁବନେଶ୍ୱର <box>16 1144 433 1161</box>
idco-name: ODISHA INDUSTRIAL INFRASTRUCTURE DEVELOPMENT CORPORATION <box>155 450 501 481</box>
table-row <box>15 579 546 610</box>
story-headline: ବ୍ରାଉନସୁଗାର ଜବତ: ମହିଳା ଅଟକ <box>569 37 737 90</box>
guest-line: ଶ୍ରୀଯୁକ୍ତ ପ୍ରସନ୍ନ କୁମାର ପାଟଶାଣୀ, ମାନ୍ୟବର ସାଂସଦ (ଲୋକସଭା), ଭୁବନେଶ୍ୱର <box>16 1122 470 1139</box>
story-paragraph: ଏହି ପ୍ରସଙ୍ଗରେ ଚାରି ସପ୍ତାହ ମଧ୍ୟରେ ସତ୍ୟପାଠ ଦାଖଲ କରିବାକୁ ନିର୍ଦ୍ଦେଶ ଦିଆଯାଇଛି। ପରବର୍ତ୍ତୀ ଶୁଣାଣି ଆଗାମୀ ମାସରେ ହେବ ବୋଲି ଜଣାପଡ଼ିଛି। ଆବେଦନକାରୀଙ୍କ ତରଫରୁ ଆଇନଜୀବୀ ଯୁକ୍ତି ଉପସ୍ଥାପନ କରିଥିଲେ। <box>192 110 556 281</box>
tender-deadline: Dtd. 17.09.2012 <box>1035 1107 1113 1119</box>
table-cell: ସମ୍ପତ୍ତି: ଖାତା ନଂ. ୨୫୪, ପ୍ଲଟ୍ ନଂ. ୮୯୧, ମୌଜା କୁଜଙ୍ଗ, ଜିଲ୍ଲା ଜଗତସିଂହପୁର। <box>1211 1918 1486 2022</box>
guest-line: ଶ୍ରୀଯୁକ୍ତ ଭାଗିରଥି ବଡଜେନା, ମାନ୍ୟବର ବିଧାୟକ, ଭୁବନେଶ୍ୱର-ଉତ୍ତର <box>16 1189 413 1206</box>
signatory: ଶ୍ରୀଯୁକ୍ତ ସଞ୍ଜିବ କୁମାର ମିଶ୍ର କମିଶନର ଭୁବନେଶ୍ୱର ମହାନଗର ନିଗମ <box>52 1844 208 1893</box>
table-cell: 7. <box>15 696 33 714</box>
table-cell: : Divisional Head, IDCO Maintenance Division-II, Industrial Estate, Mancheswar, Bhubaneswar-10. <box>203 579 546 610</box>
tender-title: Tender Notice for "Hiring of equipments for transportation of chemicals from CSM Store/CP-II to Hilltop, Sector-20, BWW, Sector-8 & Sec-22 Filtration plant of Town Engg. (Water Supply)" <box>763 910 1102 947</box>
table-cell: 2. <box>1135 539 1174 573</box>
tender-number: Tender Notice No: 031/50/1282100025/08/00/500000184 <box>763 879 1036 891</box>
table-row <box>763 1814 1486 1918</box>
table-header: କ୍ର.ନଂ. <box>1135 473 1174 504</box>
column-rule <box>560 34 561 804</box>
table-cell: ୦୧.୧୧.୨୦୧୧ / ୨୪.୦୮.୨୦୧୨ <box>1131 1398 1211 1502</box>
story-brownsugar <box>566 36 740 804</box>
table-cell: ୨୫.୦୧.୨୦୧୨ / ୨୪.୦୮.୨୦୧୨ <box>1131 1918 1211 2022</box>
table-cell: : On all/any working day at respective Location between 11.00 AM to 4.30 PM up to 22.09.2012. <box>203 610 546 641</box>
header-page: ଧରିତ୍ରୀ ୭ <box>1436 7 1490 22</box>
morning-time: ତା ୩୧.୦୮.୨୦୧୨ରିଖ ସକାଳ ଘ.୮.୩୦ମି. ରୁ ଘ.୧୦.୦୦ ମି. <box>26 1030 720 1065</box>
story-paragraph: ଖଣ୍ଡପୀଠ ଶିଳ୍ପ ବିଭାଗ, ରାଜସ୍ୱ ବିଭାଗ ଓ ଇଡକୋକୁ ମଧ୍ୟ ପକ୍ଷଭୁକ୍ତ କରିବାକୁ କହିଛନ୍ତି। ଏଥିସହ ଅଧିଗ୍ରହଣ ହୋଇଥିବା ଜମିର ବିବରଣୀ ମଧ୍ୟ ଦାଖଲ କରିବାକୁ ନିର୍ଦ୍ଦେଶ ଦିଆଯାଇଛି। <box>379 147 556 230</box>
tender-title: Corrigendum to Tender Notice for "Door to door garbage collection in Steel Township(2012-13" <box>763 990 1092 1015</box>
table-cell: 4. <box>15 642 33 660</box>
table-cell: ତା.୩୦.୦୩.୨୦୧୨ରିଖ ସୁଦ୍ଧା ୩୭,୩୦,୮୪୫.୦୦ + ସୁଧ <box>1037 2022 1131 2126</box>
sail-logo-icon <box>763 822 797 856</box>
table-cell: ଜାମିନଦାର: ପ୍ରଶାନ୍ତ ଦାସ, ପାରାଦ୍ୱୀପ, ଜିଲ୍ଲା ଜଗତସିଂହପୁର <box>885 1606 1037 1710</box>
tender-date: Dtd.23.08.2012 <box>1038 879 1113 891</box>
table-cell: ପାରାଦ୍ୱୀପ ଶାଖା: ମେସର୍ସ ଓମ୍ ଶ୍ରୀ ଏଣ୍ଟରପ୍ରାଇଜ୍ <box>763 1918 886 2022</box>
table-cell: ଶ୍ରୀ ଧନ କୁମାର ବଳ, ଗୋଲାପଶାଳା <box>885 2126 1037 2230</box>
story-paragraph: ପୋଲିସ ଅଧୀକ୍ଷକ କହିଛନ୍ତି ଯେ ଅନ୍ୟ କ୍ୟାଡରମାନେ ମଧ୍ୟ ଆତ୍ମସମର୍ପଣ କରିବାକୁ ଆଗେଇ ଆସନ୍ତୁ। ସେମାନଙ୍କୁ ସମସ୍ତ ପ୍ରକାର ସହଯୋଗ କରାଯିବ। ଜଙ୍ଗଲ ଜୀବନରୁ ମୁକ୍ତି ପାଇ ସେ ଏବେ ସ୍ୱାଭାବିକ ଜୀବନ ଜୀଇଁବାକୁ ଚାହାନ୍ତି। <box>1253 118 1494 197</box>
chief-minister: ଶ୍ରୀଯୁକ୍ତ ନବୀନ ପଟ୍ଟନାୟକ <box>201 1353 545 1389</box>
table-cell: ପାରାଦ୍ୱୀପ ଶାଖା: ସୁରେଶ ଚନ୍ଦ୍ର ଦାସ, ପାରାଦ୍ୱୀପ <box>763 1606 886 1710</box>
table-row <box>15 696 546 714</box>
table-cell: ଜାମିନଦାର: କମିଲ ଚନ୍ଦ୍ର ପାଣିଗ୍ରାହୀ, ଭଦ୍ରକ, କେନ୍ଦ୍ରାପଡ଼ା <box>885 1398 1037 1502</box>
tender-item <box>763 908 1113 988</box>
table-cell: : http://www.idco.in <box>203 696 546 714</box>
story-kicker: ବେଆଇନ ଜମି ଅଧିଗ୍ରହଣକୁ ଚ୍ୟାଲେଞ୍ଜ <box>124 37 438 61</box>
utkal-emblem-icon <box>1135 677 1173 715</box>
table-cell: ୦୯.୧୨.୨୦୧୧ / ୨୪.୦୮.୨୦୧୨ <box>1131 1606 1211 1710</box>
table-cell: List of Items (Packages) <box>33 660 203 678</box>
program-item: ❖ ଶହୀଦ ନଗରଠାରେ ଡାଲରଖାନା ବର୍ଜିତ ସ୍ଥାନର ଶୁଭ ଉଦ୍ଘାଟନ (ସକାଳ ଘ.୧୦.୦୦ମି) <box>36 1278 730 1300</box>
program-item: ❖ ନଗରବନ୍ଧୁ ମାନଙ୍କୁ ପୁରସ୍କାର ପ୍ରଦାନ <box>36 1711 730 1733</box>
tender-number: Tender Notice No: RSP/CC (TE)/PH/OT/0082/11-12 <box>763 1015 999 1027</box>
table-cell: Corporate House Keeping <box>1174 539 1283 573</box>
table-cell: Last date of receiving Bids <box>33 642 203 660</box>
story-headline: କେନ୍ଦ୍ର ଓ ରାଜ୍ୟ ସରକାରଙ୍କୁ ହାଇକୋର୍ଟ ନୋଟିସ୍ <box>10 66 552 101</box>
table-cell: 14-40 <box>1388 539 1487 573</box>
story-paragraph: ମାଓବାଦୀ ଶିବିରରେ ମହିଳାମାନଙ୍କୁ ଜବରଦସ୍ତି ବିବାହ କରାଯାଉଥିଲା ଓ ଗର୍ଭପାତ ପାଇଁ ବାଧ୍ୟ କରାଯାଉଥିଲା ବୋଲି ସେ ଅଭିଯୋଗ କରିଛନ୍ତି। ଏହି ତଥ୍ୟ ପରେ ସୁରକ୍ଷା ବାହିନୀ ଅଭିଯାନ ତୀବ୍ର କରିଛି। <box>1002 82 1494 197</box>
table-cell: Inspection of vehicle by Bidder <box>33 610 203 641</box>
table-row <box>1135 505 1488 539</box>
tender-deadline: Dtd. 10.09.2012 <box>1035 891 1113 903</box>
table-cell: 10th Pass <box>1318 505 1389 539</box>
tender-deadline-label: Extended Last Date & Time of Tender Submission : 4.00 PM on <box>763 1027 1029 1051</box>
table-header: ବୟସ ସୀମା (୧।୮।୨୦୧୨ ସୁଦ୍ଧା) <box>1388 473 1487 504</box>
table-cell: ପାରାଦ୍ୱୀପ ଶାଖା: ବିଷ୍ଣୁ ଚନ୍ଦ୍ର ପଣ୍ଡା, ଯାଜପୁର <box>763 1502 886 1606</box>
idco-auction-ad: idco Your power to grow ISO 9001 & 14001 Corporation ODISHA INDUSTRIAL INFRASTRUCTURE DEVELOPMENT CORPORATION (A Government of Odisha Undertaking) IDCO Towers, Janpath, Bhubaneswar - 751 022 AUCTION SALE ON "AS IS WHERE IS BASIS IS" No: BBSR/MAINT/E-0008/04/12-13/1058 Dated : 24.08.2012 1. Auction Sale Notice No. : 1058 of 24.08.2012. 2. Correspondence address : Divisional Head, IDCO Maintenance Division-II, Industrial Estate, Mancheswar, Bhubaneswar-10. 3. Inspection of vehicle by Bidder : On all/any working day at respective Location between 11.00 AM to 4.30 PM up to 22.09.2012. 4. Last date of receiving Bids : 24.09.2012 up to 5.00 PM through Speed / Regd. Post Only. 5. List of Items (Packages) : Ambassador Car - 05 nos. Mahindra Jeep - 03 nos. 6. Bid opening date : 25.09.2012 at 11.30 AM 7. Details in website : http://www.idco.in The Corporation reserves the right to reject / accept any or all the offers without assigning any reason thereof. Sd/- Divisional Head (Maint-II), IDCO, Bhubaneswar <box>6 442 554 790</box>
table-header: ଜାମିନଦାର ଓ ବନ୍ଧକଦାତାଙ୍କ ନାମ ଏବଂ ଠିକଣା <box>885 1368 1037 1398</box>
table-row <box>763 2022 1486 2126</box>
story-paragraph: ସ୍ଥାନୀୟ ଲୋକେ ଏଲାକାରେ ନିଶା କାରବାର ବୃଦ୍ଧି ପାଉଥିବା ନେଇ ଉଦ୍‌ବେଗ ପ୍ରକାଶ କରିଛନ୍ତି। ପୋଲିସ କହିଛି ଯେ ଏଭଳି କାରବାର ବିରୋଧରେ ଲଗାତାର ଚଢ଼ାଉ ଜାରି ରହିବ ଏବଂ ଦୋଷୀଙ୍କୁ କଠୋର ଦଣ୍ଡ ଦିଆଯିବ। <box>566 350 740 451</box>
guest-line: ଶ୍ରୀଯୁକ୍ତ ବିଜୟ କୁମାର ମହାନ୍ତି, ମାନ୍ୟବର ବିଧାୟକ, ଭୁବନେଶ୍ୱର-ମଧ୍ୟ <box>16 1166 419 1183</box>
table-cell: ତା.୦୩.୦୩.୨୦୧୨ରିଖ ସୁଦ୍ଧା ୬,୬୭,୫୬୦.୦୦ + ସୁଧ <box>1037 2126 1131 2230</box>
table-cell: ପାରାଦ୍ୱୀପ ଶାଖା: ଗୋପାଳ କୃଷ୍ଣ ପଣ୍ଡା, କଟକ <box>763 1710 886 1814</box>
pragati-org: ଭୁବନେଶ୍ୱର ମହାନଗର ନିଗମ <box>257 872 571 904</box>
guest-line: ଶ୍ରୀଯୁକ୍ତ ହୃଷିକେଶ ତ୍ରିପାଠୀ, ନିର୍ଦ୍ଦେଶକ, ପୌରଶାସନ, ଗୃହ ଓ ନଗର ଉନ୍ନୟନ ବିଭାଗ <box>16 1625 475 1642</box>
page-header <box>10 4 1490 26</box>
header-date: ତାରିଖ ୩୧।୦୮।୨୦୧୨ରିଖ, ଶୁକ୍ରବାର, ଭୁବନେଶ୍ୱର <box>10 7 272 22</box>
table-cell: 1 Year <box>1282 539 1317 573</box>
guest-line: ଶ୍ରୀଯୁକ୍ତ ପ୍ରସନ୍ନ କୁମାର ପାଟଶାଣୀ, ମାନ୍ୟବର ସାଂସଦ (ଲୋକସଭା), ଭୁବନେଶ୍ୱର <box>16 1490 470 1507</box>
story-paragraph: ଆବକାରୀ ବିଭାଗ ମଧ୍ୟ ଏଲାକାରେ ନଜର ରଖିଛି। ପୋଲିସ ଓ ଆବକାରୀ ବିଭାଗର ମିଳିତ ଅଭିଯାନ ଜାରି ରହିଛି ବୋଲି ସୂଚନା ମିଳିଛି। <box>566 548 740 614</box>
table-cell: ଶ୍ରୀମତୀ ନିବେଦିତା ପାତ୍ର, ଭୁବନେଶ୍ୱର <box>885 2022 1037 2126</box>
tender-title: Tender Notice for "Renovation of Rourkela House lobby/garden" <box>763 867 1065 879</box>
pragati-title: ପ୍ରଗତି ପଥେ <box>296 819 532 870</box>
drama-notice: ତା.୨୯.୦୮.୨୦୧୨ରିଖ ଓ ତା.୩୦.୦୮.୨୦୧୨ରିଖ ସନ୍ଧ୍ୟା ଘ.୬.୩୦ମି. ରବିନ୍ଦ୍ର ମଣ୍ଡପ ଠାରେ ଭୁବନେଶ୍ୱର ମହାନଗର ନିଗମ ପରିବେଷଣ କରୁଥିବା ନାଟକ "ଆପଣମାନେ ଯାହା ଚାହୁଁଥିଲେ" ମଞ୍ଚସ୍ଥ। <box>16 1744 730 1793</box>
tender-deadline-label: Last Date & Time of Tender Submission : 4.00 PM on <box>763 971 1012 983</box>
table-header: ଶାଖା / ଆକାଉଣ୍ଟର ନାମ <box>763 1368 886 1398</box>
signatory: ଶ୍ରୀମତୀ ଭାରତୀ ସିଂ ଡେପୁଟି ମେୟର ଏବଂ ସମସ୍ତ କର୍ପୋରେଟରବୃନ୍ଦ ଭୁବନେଶ୍ୱର ମହାନଗର ନିଗମ <box>269 1844 477 1909</box>
table-header: ଅବଧି <box>1282 473 1317 504</box>
guest-line: ଶ୍ରୀଯୁକ୍ତ ରଘୁନାଥ ମହାନ୍ତି, ମାନ୍ୟବର ମନ୍ତ୍ରୀ, ଗୃହ ଓ ନଗର ଉନ୍ନୟନ, ଆଇନ୍ ଓ ସୂଚନା ଏବଂ ପ୍ରଯୁକ୍ତି ବିଦ୍ୟା। <box>16 1467 624 1484</box>
table-header: ବନ୍ଧକ ଥିବା ସମ୍ପତ୍ତି ଗୁଡ଼ିକର ବିବରଣୀ <box>1211 1368 1486 1398</box>
table-cell: ତା.୦୩.୦୩.୨୦୧୨ରିଖ ସୁଦ୍ଧା ୬,୮୫,୨୦୦.୦୦ + ସୁଧ <box>1037 1918 1131 2022</box>
bmc-emblem <box>636 842 714 920</box>
table-cell: ଜାମିନଦାର: ରମାକାନ୍ତ ଦାସ, ଧାମନଗର, ଜିଲ୍ଲା ଭଦ୍ରକ <box>885 1814 1037 1918</box>
table-row <box>1135 539 1488 573</box>
tender-deadline: Dtd.17.09.2012 <box>1038 971 1113 983</box>
tender-item <box>763 988 1113 1056</box>
table-row <box>15 660 546 678</box>
table-row <box>763 1502 1486 1606</box>
table-cell: ଜାମିନଦାର: ଶ୍ରୀମତୀ ଗୀତାଞ୍ଜଳି ପଣ୍ଡା, କଟକ <box>885 1710 1037 1814</box>
table-cell: 1. <box>1135 505 1174 539</box>
table-cell: Front Office Assistant <box>1174 505 1283 539</box>
cbi-title: ଦଖଲ ନୋଟିସ୍ <box>1276 1250 1486 1283</box>
guest-line: ଶ୍ରୀଯୁକ୍ତ ବିଶାଳ କୁମାର ଦେବ, ଉପାଧ୍ୟକ୍ଷ, ଭୁବନେଶ୍ୱର ଉନ୍ନୟନ କର୍ତ୍ତୃପକ୍ଷ <box>16 1602 437 1619</box>
program-label: କାର୍ଯ୍ୟସୂଚୀ <box>305 992 441 1022</box>
table-row <box>763 2126 1486 2230</box>
tender-deadline-label: Last Date & Time of Tender Submission : 4.00 PM on <box>763 891 1012 903</box>
table-cell: 3. <box>15 610 33 641</box>
guest-line: ଶ୍ରୀଯୁକ୍ତ ପ୍ରସନ୍ନ ଆଚାର୍ଯ୍ୟ, ମାନ୍ୟବର ମନ୍ତ୍ରୀ, ଅର୍ଥ ଓ ସାଧାରଣ ଉଦ୍ୟୋଗ <box>16 1445 434 1462</box>
story-maoist <box>752 36 1494 336</box>
tender-item <box>763 1056 1113 1124</box>
sail-tender-ad: STEEL AUTHORITY OF INDIA LIMITED Rourkela Steel Plant Rourkela - 769 011, Orissa, India Tender Notice for "Renovation of Rourkela House lobby/garden" Tender Notice No: 031/50/1282100025/08/00/500000184 Dtd.23.08.2012 Last Date & Time of Tender Submission : 4.00 PM on Dtd. 10.09.2012 Tender Notice for "Hiring of equipments for transportation of chemicals from CSM Store/CP-II to Hilltop, Sector-20, BWW, Sector-8 & Sec-22 Filtration plant of Town Engg. (Water Supply)" Tender Notice No: RSP/CC (TE)/WS/OT/0015/1282100056/500000085/12-13 Dtd.27.08.2012 Last Date & Time of Tender Submission : 4.00 PM on Dtd.17.09.2012 Corrigendum to Tender Notice for "Door to door garbage collection in Steel Township(2012-13" Tender Notice No: RSP/CC (TE)/PH/OT/0082/11-12 Extended Last Date & Time of Tender Submission : 4.00 PM on Dtd.10.09.2012 Tender Notice for "Engagement of hired trucks for emergency water supply in Steel Township for 2012-13" Tender Notice No: RSP/CC (TE)/WS/OT/0017/1282100065/500000200/12-13 Last Date & Time of Tender Submission : 4.00 PM on Dtd. 17.09.2012 For details & downloadable tender documents log on to our website https://www.sailtenders.co.in (Unit-"Rourkela Steel Plant", Category-"Contracts") Registered Office: Ispat Bhawan, Lodi Road, New Delhi 110 003 There's a little bit of SAIL in everybody's life <box>756 812 1120 1242</box>
tender-deadline-label: Last Date & Time of Tender Submission : 4.00 PM on <box>763 1107 1012 1119</box>
table-cell: ଜାମିନଦାର: ନିରଞ୍ଜନ ସାହୁ, କୁଜଙ୍ଗ, ଜିଲ୍ଲା ଜଗତସିଂହପୁର <box>885 1918 1037 2022</box>
table-cell: 1. <box>15 561 33 579</box>
story-paragraph: ଏହି ଘଟଣାରେ ଆଉ କେତେ ଜଣ ସମ୍ପୃକ୍ତ ଅଛନ୍ତି କି ନାହିଁ ତାହାର ଯାଞ୍ଚ ଚାଲିଛି। ଥାନା ଅଧିକାରୀ ମାମଲାର ତଦନ୍ତ କରୁଛନ୍ତି। ଉକ୍ତ ମହିଳାଙ୍କୁ ଜାମିନ ମିଳିନାହିଁ ବୋଲି ଜଣାପଡ଼ିଛି। <box>566 458 740 541</box>
table-cell: ସମ୍ପତ୍ତି: ଏକ ତାଳା ଘର ସହ ଜମି, ପ୍ଲଟ୍ ନଂ. ୫୬୭, ମୌଜା କୁଜଙ୍ଗ, ଜିଲ୍ଲା ଜଗତସିଂହପୁର। <box>1211 1502 1486 1606</box>
idco-table <box>14 560 546 715</box>
iti-table <box>1134 473 1488 573</box>
table-row <box>763 1918 1486 2022</box>
header-rule <box>6 28 1494 31</box>
cm-photo <box>30 828 188 986</box>
table-cell: ୨୫.୦୧.୨୦୧୨ / ୨୪.୦୮.୨୦୧୨ <box>1131 1814 1211 1918</box>
table-cell: ତା.୩୦.୦୩.୨୦୧୨ରିଖ ସୁଦ୍ଧା ୪,୭୧,୦୯୦.୦୦ + ସୁଧ <box>1037 1398 1131 1502</box>
tender-item <box>763 865 1113 908</box>
idco-logo: idco Your power to grow ISO 9001 & 14001 Corporation <box>14 448 85 506</box>
pragati-footer: ସହଯୋଗୀତା ମାଧ୍ୟମରେ ପ୍ରଗତି - ଏକ ସୁନ୍ଦର ଭୁବନେଶ୍ୱର ପାଇଁ <box>8 2294 738 2328</box>
evening-time: ତା ୩୧.୦୮.୨୦୧୨ରିଖ ସନ୍ଧ୍ୟା ଘ.୬.୩୦ମି. <box>26 1308 720 1343</box>
table-row <box>15 561 546 579</box>
iti-admission-ad: ନାମଲେଖା ବିଜ୍ଞାପନ ସରକାରୀ ଆଇ.ଟି.ଆଇ. ପୁରୀରେ ହସ୍ପିଟାଲିଟି କ୍ଷେତ୍ରରେ (ହୋଟେଲ ମ୍ୟାନେଜମେଣ୍ଟ ଗ୍ରୁପ୍) ତାଲିମ କାର୍ଯ୍ୟକ୍ରମ ଶିକ୍ଷାବର୍ଷ-୨୦୧୨-୧୩ ଭାରତ ସରକାରଙ୍କ ପର୍ଯ୍ୟଟନ ମନ୍ତ୍ରଣାଳୟର ଆର୍ଥିକ ସହାୟତାରେ ଶିଳ୍ପ ତାଲିମ ଅନୁଷ୍ଠାନ, ପୁରୀ (Govt. I.T.I., Puri)ରେ ହସ୍ପିଟାଲିଟି କ୍ଷେତ୍ରରେ (ହୋଟେଲ ମ୍ୟାନେଜମେଣ୍ଟ ଗ୍ରୁପ୍) ତାଲିମ କାର୍ଯ୍ୟକ୍ରମ ଆରମ୍ଭ ହେବ। ଇଚ୍ଛୁକ ପ୍ରାର୍ଥୀମାନେ ନିର୍ଦ୍ଧାରିତ ତାରିଖରେ ପ୍ରମାଣପତ୍ର ସହ ଉପସ୍ଥିତ ହେବେ। ତାଲିମ ଫି ଟ.୫୦୦/- ମାତ୍ର। କ୍ର.ନଂ. ଟ୍ରେଡ୍‌ର ନାମ ଅବଧି ଶିକ୍ଷାଗତ ଯୋଗ୍ୟତା ବୟସ ସୀମା (୧।୮।୨୦୧୨ ସୁଦ୍ଧା) 1. Front Office Assistant 1 Year 10th Pass 14-40 2. Corporate House Keeping 1 Year 10th Pass 14-40 ତପସିଲଭୁକ୍ତ ଜାତି / ଜନଜାତି / ଶାରୀରିକ ଅକ୍ଷମ / ଅନଗ୍ରସର ବର୍ଗ ପ୍ରାର୍ଥୀମାନଙ୍କୁ ସରକାରୀ ନିୟମ ଅନୁଯାୟୀ ସଂରକ୍ଷଣ ସୁବିଧା ମିଳିବ। ଯୋଗ୍ୟ ପ୍ରାର୍ଥୀଙ୍କ ତାଲିକା ଓ ବିସ୍ତୃତ ବିବରଣୀ ଅନୁଷ୍ଠାନର ନୋଟିସ ବୋର୍ଡରେ ଉପଲବ୍ଧ। Reporting Time : 9 AM to 11 AM Date : 05.09.2012 (Wednesday) ଦ୍ୱା./- ଅଧ୍ୟକ୍ଷ, ଶିଳ୍ପ ତାଲିମ ଅନୁଷ୍ଠାନ, ପୁରୀ <box>1128 338 1494 668</box>
table-cell: ୨୫.୦୧.୨୦୧୨ / ୨୪.୦୮.୨୦୧୨ <box>1131 2126 1211 2230</box>
